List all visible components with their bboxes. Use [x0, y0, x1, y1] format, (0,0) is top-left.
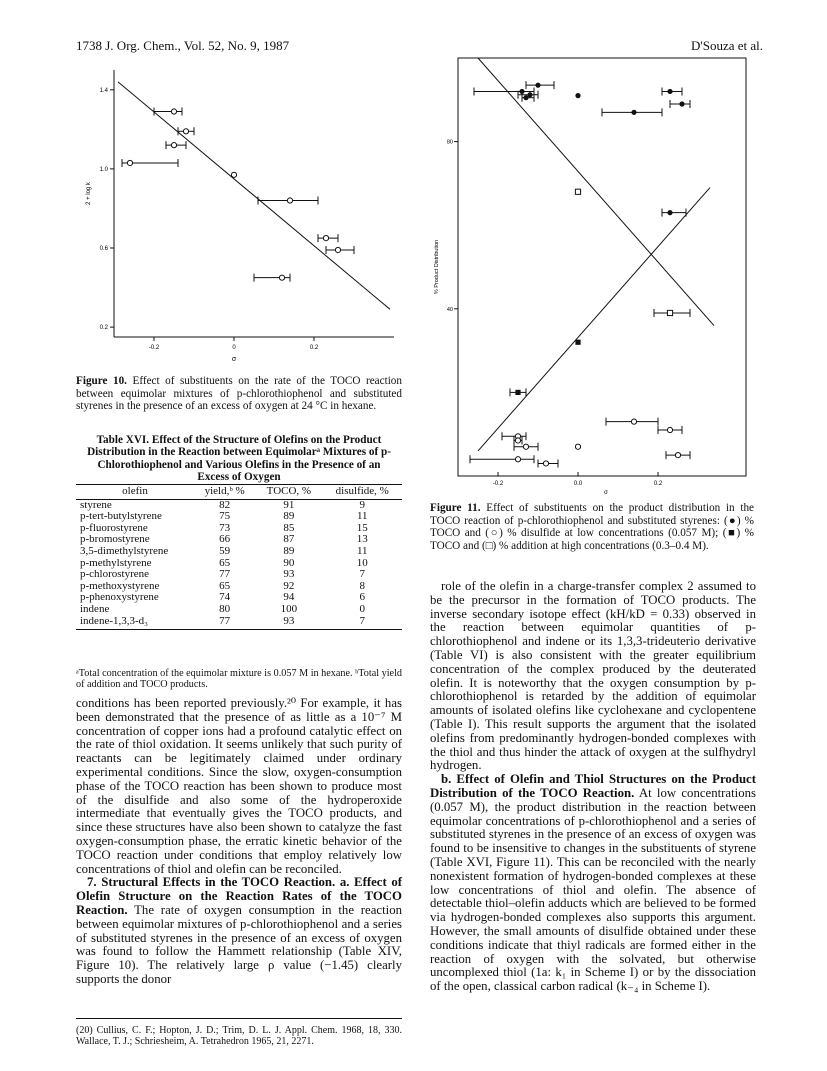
figure-10-caption-label: Figure 10.	[76, 375, 127, 387]
table-row	[76, 546, 402, 558]
section-heading: 7. Structural Effects in the TOCO Reaction. a. Effect of Olefin Structure on the Reaction Rates of the TOCO Reaction.	[76, 875, 402, 917]
y-tick-label: 0.2	[99, 325, 108, 332]
cell-disulfide: 8	[359, 579, 366, 592]
figure-11-chart	[428, 52, 756, 497]
plot-frame	[458, 58, 746, 476]
cell-yield: 75	[219, 510, 231, 523]
regression-line	[478, 58, 714, 326]
data-point-open-circle	[675, 453, 680, 458]
data-point-open-circle	[575, 444, 580, 449]
y-axis-label: 2 + log k	[86, 182, 92, 205]
cell-yield: 74	[219, 591, 231, 604]
cell-yield: 77	[194, 616, 255, 630]
cell-toco: 92	[283, 579, 295, 592]
y-axis-label: % Product Distribution	[434, 239, 440, 295]
cell-olefin: p-bromostyrene	[80, 533, 150, 546]
right-column-text	[430, 580, 756, 994]
cell-olefin: 3,5-dimethylstyrene	[80, 544, 169, 557]
paragraph: conditions has been reported previously.²⁰ For example, it has been demonstrated that the presence of as little as a 10⁻⁷ M concentration of copper ions had a profound catalytic effect on the rate of thiol oxidation. It seems unlikely that such purity of reactants can be legitimately claimed under ordinary experimental conditions. Since the slow, oxygen-consumption phase of the TOCO reaction has been shown to produce most of the disulfide and also some of the hydroperoxide intermediate that eventually gives the TOCO products, and since these structures have also been shown to catalyze the fast oxygen-consumption phase, the erratic kinetic behavior of the TOCO reaction under conditions that employ relatively low concentrations of thiol and olefin can be reconciled.	[76, 696, 402, 876]
cell-yield: 65	[219, 579, 231, 592]
table-16	[76, 484, 402, 630]
table-row	[76, 569, 402, 581]
data-point-open-circle	[335, 247, 340, 252]
data-point-filled-circle	[535, 83, 540, 88]
data-point-open-circle	[231, 172, 236, 177]
cell-toco: 94	[283, 591, 295, 604]
cell-toco: 89	[283, 544, 295, 557]
x-tick-label: 0.2	[309, 345, 319, 351]
cell-disulfide: 7	[323, 616, 402, 630]
paragraph	[430, 773, 756, 994]
cell-yield: 66	[219, 533, 231, 546]
cell-disulfide: 10	[356, 556, 368, 569]
regression-line	[478, 188, 710, 451]
figure-11-caption-text: Effect of substituents on the product distribution in the TOCO reaction of p-chlorothiophenol and substituted styrenes: (●) % TOCO and (○) % disulfide at low concentrations (0.057 M); (■) % TOCO and (□) % addition at high concentrations (0.3–0.4 M).	[430, 502, 754, 552]
cell-disulfide: 11	[356, 510, 368, 523]
table-header-row	[76, 485, 402, 500]
section-heading: b. Effect of Olefin and Thiol Structures on the Product Distribution of the TOCO Reaction.	[430, 772, 756, 800]
cell-toco: 91	[283, 498, 295, 511]
figure-11-caption	[430, 502, 754, 552]
x-tick-label: -0.2	[492, 481, 504, 487]
table-16-title: Table XVI. Effect of the Structure of Olefins on the Product Distribution in the Reaction between Equimolarᵃ Mixtures of p-Chlorothiophenol and Various Olefins in the Presence of an Excess of Oxygen	[87, 434, 391, 484]
data-point-filled-circle	[667, 89, 672, 94]
table-row	[76, 592, 402, 604]
cell-disulfide: 6	[359, 591, 366, 604]
data-point-open-circle	[183, 129, 188, 134]
cell-toco: 100	[280, 602, 298, 615]
col-header-toco: TOCO, %	[255, 485, 322, 500]
data-point-filled-circle	[667, 210, 672, 215]
x-axis-label: σ	[604, 490, 608, 496]
data-point-open-circle	[171, 109, 176, 114]
left-column-text	[76, 697, 402, 987]
paragraph	[76, 876, 402, 986]
running-header-right: D'Souza et al.	[690, 38, 763, 53]
data-point-filled-circle	[679, 101, 684, 106]
x-tick-label: 0	[232, 345, 236, 351]
y-tick-label: 1.4	[99, 87, 108, 94]
cell-olefin: p-methylstyrene	[80, 556, 152, 569]
y-tick-label: 1.0	[99, 166, 108, 173]
section-text: At low concentrations (0.057 M), the product distribution in the reaction between equimolar concentrations of p-chlorothiophenol and a series of substituted styrenes in the presence of an excess of oxygen was found to be insensitive to changes in the substituents of styrene (Table XVI, Figure 11). This can be reconciled with the nearly nonexistent formation of hydrogen-bonded complexes at these low concentrations of thiol and olefin. The absence of detectable thiol–olefin adducts which are believed to be formed via hydrogen-bonded complexes also supports this argument. However, the small amounts of disulfide obtained under these conditions indicate that thiyl radicals are formed either in the reaction of oxygen with the solvated, but otherwise uncomplexed thiol (1a: k₁ in Scheme I) or by the dissociation of the open, classical carbon radical (k₋₄ in Scheme I).	[430, 785, 756, 994]
data-point-open-circle	[543, 461, 548, 466]
data-point-open-circle	[515, 438, 520, 443]
cell-toco: 87	[283, 533, 295, 546]
x-axis-label: σ	[231, 356, 237, 363]
data-point-open-square	[667, 310, 672, 315]
data-point-open-circle	[667, 427, 672, 432]
data-point-filled-square	[575, 340, 580, 345]
y-tick-label: 0.6	[99, 246, 108, 252]
footnote-20: (20) Cullius, C. F.; Hopton, J. D.; Trim, D. L. J. Appl. Chem. 1968, 18, 330. Wallace, T. J.; Schriesheim, A. Tetrahedron 1965, 21, 2271.	[76, 1018, 402, 1047]
cell-disulfide: 0	[359, 602, 366, 615]
data-point-open-circle	[631, 419, 636, 424]
data-point-open-circle	[171, 143, 176, 148]
table-row	[76, 604, 402, 616]
data-point-filled-square	[515, 390, 520, 395]
data-point-open-circle	[279, 275, 284, 280]
cell-olefin: indene	[80, 602, 110, 615]
cell-toco: 85	[283, 521, 295, 534]
cell-olefin: p-tert-butylstyrene	[80, 510, 162, 523]
x-tick-label: 0.2	[653, 481, 663, 487]
cell-yield: 80	[219, 602, 231, 615]
cell-yield: 65	[219, 556, 231, 569]
cell-disulfide: 7	[359, 568, 366, 581]
cell-toco: 93	[283, 568, 295, 581]
cell-olefin: p-fluorostyrene	[80, 521, 148, 534]
paragraph: role of the olefin in a charge-transfer complex 2 assumed to be the precursor in the formation of TOCO products. The inverse secondary isotope effect (kH/kD = 0.33) observed in the reaction between equimolar quantities of p-chlorothiophenol and indene or its 1,3,3-trideuterio derivative (Table VI) is also consistent with the greater equilibrium concentration of the complex produced by the deuterated olefin. It is noteworthy that the oxygen consumption by p-chlorothiophenol is retarded by the addition of equimolar amounts of isolated olefins like cyclohexane and cyclopentene (Table I). This result supports the argument that the isolated olefins from predominantly hydrogen-bonded complexes with the thiol and thus hinder the attack of oxygen at the sulfhydryl hydrogen.	[430, 579, 756, 773]
data-point-filled-circle	[575, 93, 580, 98]
col-header-yield: yield,ᵇ %	[194, 485, 255, 500]
x-tick-label: -0.2	[148, 345, 160, 351]
data-point-open-circle	[323, 236, 328, 241]
cell-toco: 93	[255, 616, 322, 630]
section-text: The rate of oxygen consumption in the reaction between equimolar mixtures of p-chlorothiophenol and a series of substituted styrenes in the presence of an excess of oxygen was found to follow the Hammett relationship (Table XIV, Figure 10). The relatively large ρ value (−1.45) clearly supports the donor	[76, 902, 403, 986]
data-point-open-circle	[127, 160, 132, 165]
figure-11-caption-label: Figure 11.	[430, 502, 481, 514]
cell-toco: 90	[283, 556, 295, 569]
data-point-filled-circle	[519, 89, 524, 94]
cell-olefin: indene-1,3,3-d₃	[76, 616, 194, 630]
y-tick-label: 40	[446, 306, 453, 313]
x-tick-label: 0.0	[573, 481, 583, 487]
data-point-open-square	[575, 189, 580, 194]
col-header-olefin: olefin	[76, 485, 194, 500]
cell-olefin: p-chlorostyrene	[80, 568, 150, 581]
data-point-open-circle	[287, 198, 292, 203]
col-header-disulfide: disulfide, %	[323, 485, 402, 500]
data-point-filled-circle	[523, 95, 528, 100]
data-point-open-circle	[515, 457, 520, 462]
y-tick-label: 80	[446, 139, 453, 146]
cell-yield: 77	[219, 568, 231, 581]
data-point-filled-circle	[631, 110, 636, 115]
data-point-open-circle	[523, 444, 528, 449]
cell-olefin: p-methoxystyrene	[80, 579, 160, 592]
running-header-left: 1738 J. Org. Chem., Vol. 52, No. 9, 1987	[76, 38, 290, 53]
cell-yield: 59	[219, 544, 231, 557]
cell-yield: 82	[219, 498, 231, 511]
figure-10-chart	[76, 62, 406, 372]
cell-olefin: p-phenoxystyrene	[80, 591, 159, 604]
cell-disulfide: 13	[356, 533, 368, 546]
cell-disulfide: 11	[356, 544, 368, 557]
table-row	[76, 616, 402, 630]
cell-yield: 73	[219, 521, 231, 534]
cell-toco: 89	[283, 510, 295, 523]
figure-10-caption-text: Effect of substituents on the rate of the TOCO reaction between equimolar mixtures of p-chlorothiophenol and substituted styrenes in the presence of an excess of oxygen at 24 °C in hexane.	[76, 375, 402, 413]
cell-disulfide: 15	[356, 521, 368, 534]
cell-olefin: styrene	[80, 498, 112, 511]
figure-10-caption	[76, 375, 402, 413]
table-16-footnote: ᵃTotal concentration of the equimolar mixture is 0.057 M in hexane. ᵇTotal yield of addition and TOCO products.	[76, 668, 402, 691]
cell-disulfide: 9	[359, 498, 366, 511]
